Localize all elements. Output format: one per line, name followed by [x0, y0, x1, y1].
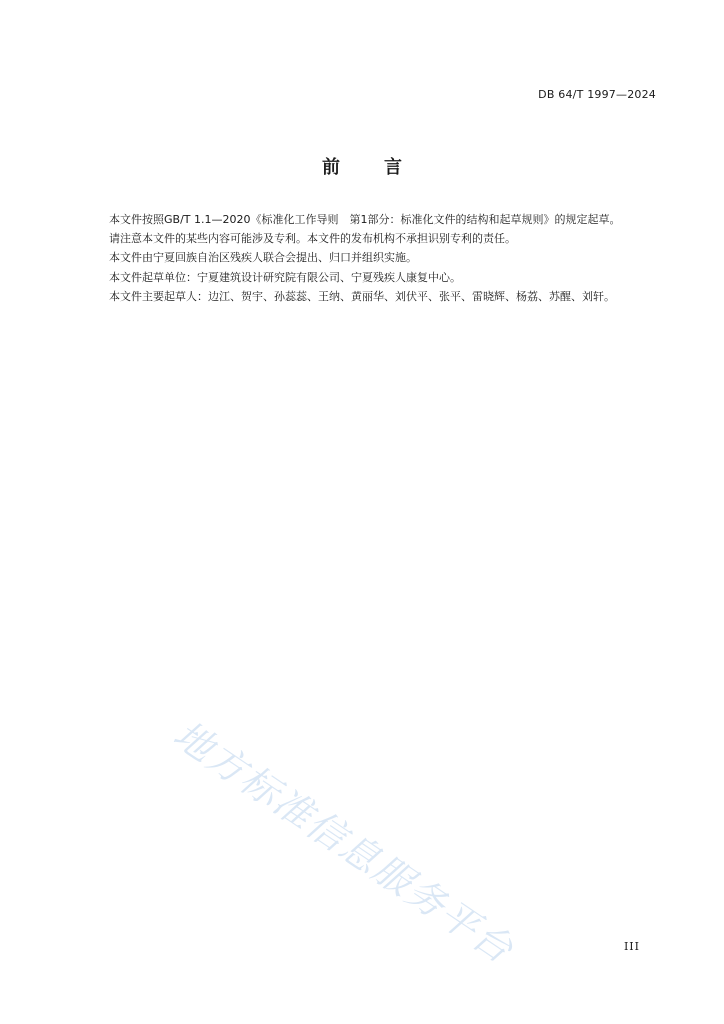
- paragraph-proposer: 本文件由宁夏回族自治区残疾人联合会提出、归口并组织实施。: [109, 251, 417, 265]
- watermark-text: 地方标准信息服务平台: [165, 712, 522, 973]
- page-title: [0, 153, 724, 179]
- foreword-body: [87, 210, 657, 306]
- title-char-second: 言: [384, 157, 402, 178]
- title-char-first: 前: [322, 157, 340, 178]
- paragraph-drafting-rules: 本文件按照GB/T 1.1—2020《标准化工作导则 第1部分：标准化文件的结构和起草规则》的规定起草。: [109, 213, 621, 226]
- standard-code: DB 64/T 1997—2024: [538, 88, 656, 101]
- page-number: III: [623, 940, 640, 953]
- paragraph-drafting-units: 本文件起草单位：宁夏建筑设计研究院有限公司、宁夏残疾人康复中心。: [109, 270, 461, 284]
- paragraph-drafters: 本文件主要起草人：边江、贺宇、孙蕊蕊、王纳、黄丽华、刘伏平、张平、雷晓辉、杨荔、苏醒、刘轩。: [109, 289, 615, 303]
- paragraph-patent-notice: 请注意本文件的某些内容可能涉及专利。本文件的发布机构不承担识别专利的责任。: [109, 232, 516, 246]
